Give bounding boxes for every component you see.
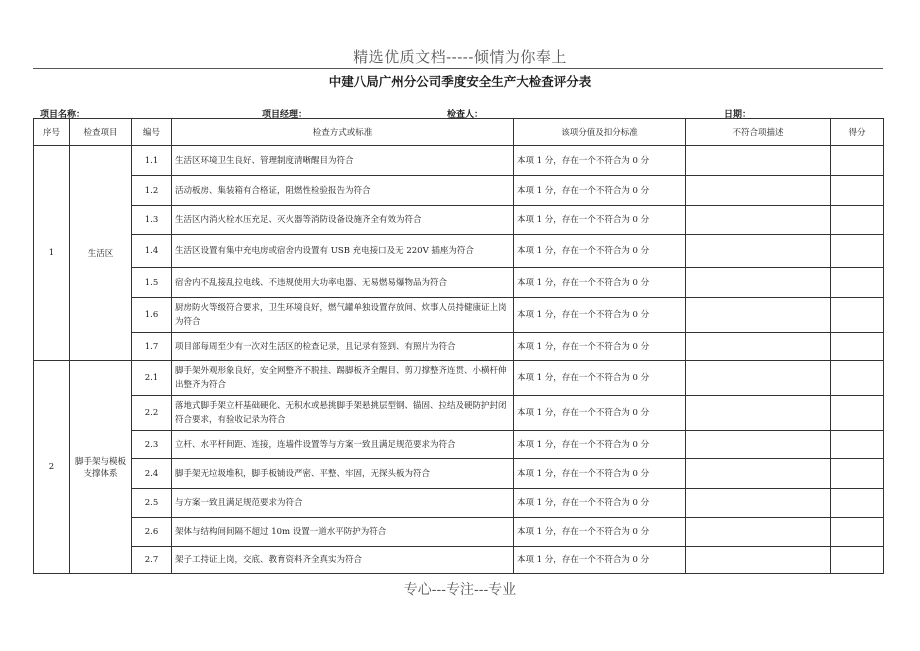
row-code: 2.3	[132, 431, 172, 459]
points-cell[interactable]	[831, 206, 884, 235]
nonconformity-cell[interactable]	[686, 518, 831, 547]
table-row	[34, 361, 884, 396]
row-score-rule: 本项 1 分，存在一个不符合为 0 分	[514, 361, 686, 396]
nonconformity-cell[interactable]	[686, 431, 831, 459]
row-code: 2.5	[132, 489, 172, 518]
row-standard: 活动板房、集装箱有合格证，阻燃性检验报告为符合	[172, 176, 514, 206]
nonconformity-cell[interactable]	[686, 206, 831, 235]
table-row	[34, 547, 884, 574]
table-row	[34, 176, 884, 206]
row-code: 2.4	[132, 459, 172, 489]
row-standard: 生活区内消火栓水压充足、灭火器等消防设备设施齐全有效为符合	[172, 206, 514, 235]
row-score-rule: 本项 1 分，存在一个不符合为 0 分	[514, 547, 686, 574]
group-item: 生活区	[70, 146, 132, 361]
points-cell[interactable]	[831, 298, 884, 333]
points-cell[interactable]	[831, 489, 884, 518]
row-score-rule: 本项 1 分，存在一个不符合为 0 分	[514, 431, 686, 459]
row-code: 2.1	[132, 361, 172, 396]
row-score-rule: 本项 1 分，存在一个不符合为 0 分	[514, 176, 686, 206]
nonconformity-cell[interactable]	[686, 489, 831, 518]
points-cell[interactable]	[831, 146, 884, 176]
row-standard: 落地式脚手架立杆基础硬化、无积水或悬挑脚手架悬挑层型钢、锚固、拉结及硬防护封闭符合要求，有验收记录为符合	[172, 396, 514, 431]
points-cell[interactable]	[831, 396, 884, 431]
row-standard: 立杆、水平杆间距、连接，连墙件设置等与方案一致且满足规范要求为符合	[172, 431, 514, 459]
row-standard: 生活区环境卫生良好、管理制度清晰醒目为符合	[172, 146, 514, 176]
nonconformity-cell[interactable]	[686, 361, 831, 396]
nonconformity-cell[interactable]	[686, 176, 831, 206]
table-row	[34, 146, 884, 176]
row-score-rule: 本项 1 分，存在一个不符合为 0 分	[514, 489, 686, 518]
table-row	[34, 235, 884, 268]
table-header-row	[34, 119, 884, 146]
points-cell[interactable]	[831, 333, 884, 361]
table-row	[34, 298, 884, 333]
row-code: 1.2	[132, 176, 172, 206]
points-cell[interactable]	[831, 235, 884, 268]
points-cell[interactable]	[831, 459, 884, 489]
row-score-rule: 本项 1 分，存在一个不符合为 0 分	[514, 235, 686, 268]
row-standard: 与方案一致且满足规范要求为符合	[172, 489, 514, 518]
table-row	[34, 518, 884, 547]
nonconformity-cell[interactable]	[686, 333, 831, 361]
row-standard: 项目部每周至少有一次对生活区的检查记录，且记录有签到、有照片为符合	[172, 333, 514, 361]
row-score-rule: 本项 1 分，存在一个不符合为 0 分	[514, 146, 686, 176]
row-score-rule: 本项 1 分，存在一个不符合为 0 分	[514, 298, 686, 333]
points-cell[interactable]	[831, 547, 884, 574]
header-nonconformity: 不符合项描述	[686, 119, 831, 146]
header-watermark: 精选优质文档-----倾情为你奉上	[353, 48, 567, 66]
nonconformity-cell[interactable]	[686, 459, 831, 489]
row-code: 2.7	[132, 547, 172, 574]
group-seq: 2	[34, 361, 70, 574]
points-cell[interactable]	[831, 431, 884, 459]
row-standard: 架子工持证上岗，交底、教育资料齐全真实为符合	[172, 547, 514, 574]
row-standard: 生活区设置有集中充电房或宿舍内设置有 USB 充电接口及无 220V 插座为符合	[172, 235, 514, 268]
row-code: 1.1	[132, 146, 172, 176]
date-label: 日期：	[724, 110, 752, 120]
inspector-label: 检查人：	[447, 110, 484, 120]
project-name-label: 项目名称：	[40, 110, 86, 120]
header-points: 得分	[831, 119, 884, 146]
row-score-rule: 本项 1 分，存在一个不符合为 0 分	[514, 333, 686, 361]
group-item: 脚手架与模板支撑体系	[70, 361, 132, 574]
row-score-rule: 本项 1 分，存在一个不符合为 0 分	[514, 459, 686, 489]
row-code: 1.4	[132, 235, 172, 268]
row-code: 1.7	[132, 333, 172, 361]
nonconformity-cell[interactable]	[686, 268, 831, 298]
points-cell[interactable]	[831, 176, 884, 206]
footer-watermark: 专心---专注---专业	[403, 582, 517, 598]
row-score-rule: 本项 1 分，存在一个不符合为 0 分	[514, 518, 686, 547]
table-row	[34, 268, 884, 298]
header-item: 检查项目	[70, 119, 132, 146]
row-code: 1.3	[132, 206, 172, 235]
header-code: 编号	[132, 119, 172, 146]
nonconformity-cell[interactable]	[686, 547, 831, 574]
row-code: 2.6	[132, 518, 172, 547]
table-row	[34, 431, 884, 459]
table-row	[34, 206, 884, 235]
table-row	[34, 333, 884, 361]
row-standard: 架体与结构间间隔不超过 10m 设置一道水平防护为符合	[172, 518, 514, 547]
points-cell[interactable]	[831, 361, 884, 396]
header-rule	[33, 68, 883, 69]
nonconformity-cell[interactable]	[686, 396, 831, 431]
row-standard: 宿舍内不乱接乱拉电线、不违规使用大功率电器、无易燃易爆物品为符合	[172, 268, 514, 298]
row-code: 2.2	[132, 396, 172, 431]
row-standard: 脚手架无垃圾堆积，脚手板铺设严密、平整、牢固，无探头板为符合	[172, 459, 514, 489]
nonconformity-cell[interactable]	[686, 146, 831, 176]
row-code: 1.6	[132, 298, 172, 333]
project-manager-label: 项目经理：	[262, 110, 308, 120]
header-method: 检查方式或标准	[172, 119, 514, 146]
row-score-rule: 本项 1 分，存在一个不符合为 0 分	[514, 206, 686, 235]
row-standard: 脚手架外观形象良好，安全网整齐不脱挂、踢脚板齐全醒目、剪刀撑整齐连贯、小横杆伸出整齐为符合	[172, 361, 514, 396]
table-row	[34, 459, 884, 489]
points-cell[interactable]	[831, 268, 884, 298]
row-standard: 厨房防火等级符合要求，卫生环境良好，燃气罐单独设置存放间、炊事人员持健康证上岗为符合	[172, 298, 514, 333]
nonconformity-cell[interactable]	[686, 298, 831, 333]
inspection-score-table	[33, 118, 884, 574]
document-title: 中建八局广州分公司季度安全生产大检查评分表	[328, 74, 592, 89]
nonconformity-cell[interactable]	[686, 235, 831, 268]
header-seq: 序号	[34, 119, 70, 146]
row-code: 1.5	[132, 268, 172, 298]
row-score-rule: 本项 1 分，存在一个不符合为 0 分	[514, 396, 686, 431]
points-cell[interactable]	[831, 518, 884, 547]
row-score-rule: 本项 1 分，存在一个不符合为 0 分	[514, 268, 686, 298]
header-score-standard: 该项分值及扣分标准	[514, 119, 686, 146]
group-seq: 1	[34, 146, 70, 361]
table-row	[34, 489, 884, 518]
table-row	[34, 396, 884, 431]
